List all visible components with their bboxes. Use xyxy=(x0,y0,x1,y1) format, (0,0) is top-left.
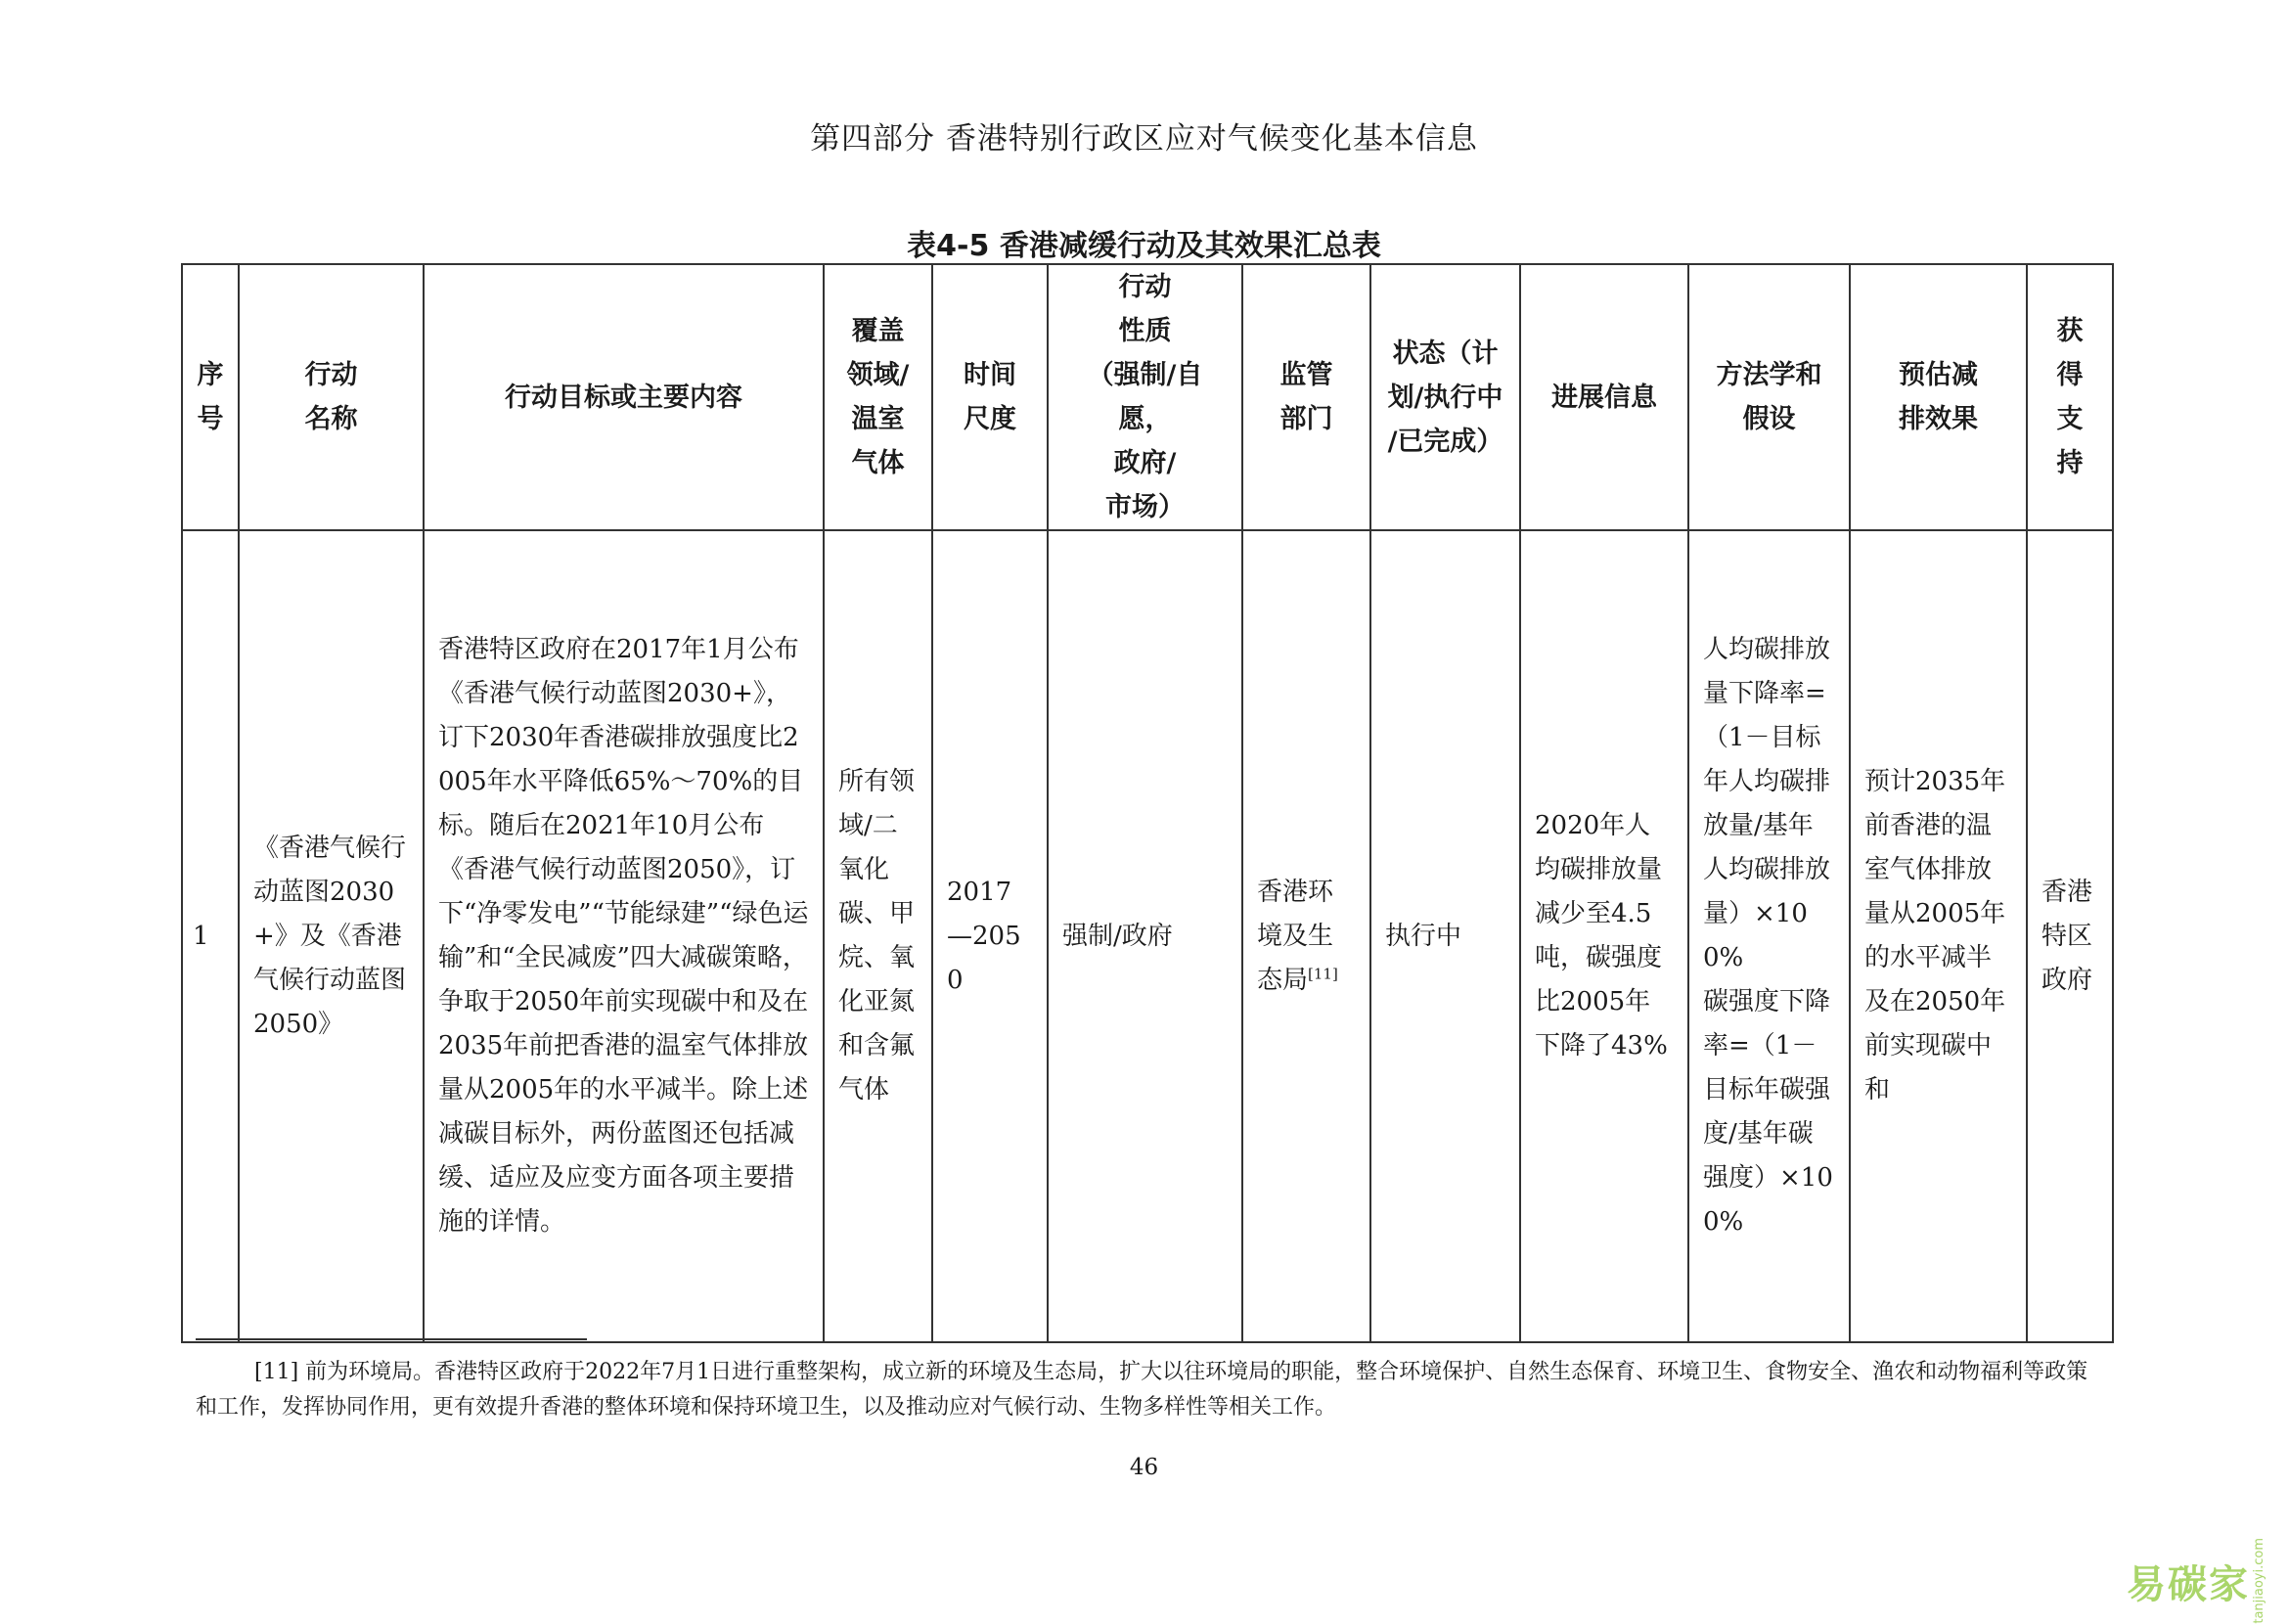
cell-methodology: 人均碳排放量下降率=（1－目标年人均碳排放量/基年人均碳排放量）×100% 碳强度下降率=（1－目标年碳强度/基年碳强度）×100% xyxy=(1688,530,1850,1342)
watermark xyxy=(2127,1538,2266,1624)
watermark-domain: tanjiaoyi.com xyxy=(2252,1538,2266,1624)
table-title: 表4-5 香港减缓行动及其效果汇总表 xyxy=(907,229,1381,263)
mitigation-actions-table xyxy=(181,263,2114,1343)
col-header-methodology: 方法学和 假设 xyxy=(1688,264,1850,530)
table-header-row xyxy=(182,264,2113,530)
cell-progress: 2020年人均碳排放量减少至4.5吨，碳强度比2005年下降了43% xyxy=(1520,530,1688,1342)
col-header-seq: 序 号 xyxy=(182,264,239,530)
footnote: [11] 前为环境局。香港特区政府于2022年7月1日进行重整架构，成立新的环境及生态局，扩大以往环境局的职能，整合环境保护、自然生态保育、环境卫生、食物安全、渔农和动物福利等政策和工作，发挥协同作用，更有效提升香港的整体环境和保持环境卫生，以及推动应对气候行动、生物多样性等相关工作。 xyxy=(196,1360,2088,1420)
page-number: 46 xyxy=(1129,1455,1159,1480)
cell-status: 执行中 xyxy=(1370,530,1520,1342)
cell-seq: 1 xyxy=(182,530,239,1342)
col-header-support: 获 得 支 持 xyxy=(2027,264,2113,530)
watermark-logo-text: 易碳家 xyxy=(2127,1561,2250,1607)
col-header-timescale: 时间 尺度 xyxy=(932,264,1048,530)
col-header-nature: 行动 性质 （强制/自愿， 政府/ 市场） xyxy=(1048,264,1242,530)
col-header-action-name: 行动 名称 xyxy=(239,264,424,530)
col-header-coverage: 覆盖 领域/ 温室 气体 xyxy=(824,264,932,530)
col-header-authority: 监管 部门 xyxy=(1242,264,1370,530)
cell-support: 香港特区政府 xyxy=(2027,530,2113,1342)
cell-action-name: 《香港气候行动蓝图2030+》及《香港气候行动蓝图2050》 xyxy=(239,530,424,1342)
footnote-ref: [11] xyxy=(1308,964,1338,982)
table-row xyxy=(182,530,2113,1342)
cell-content: 香港特区政府在2017年1月公布《香港气候行动蓝图2030+》，订下2030年香港碳排放强度比2005年水平降低65%～70%的目标。随后在2021年10月公布《香港气候行动蓝图2050》，订下“净零发电”“节能绿建”“绿色运输”和“全民减废”四大减碳策略，争取于2050年前实现碳中和及在2035年前把香港的温室气体排放量从2005年的水平减半。除上述减碳目标外，两份蓝图还包括减缓、适应及应变方面各项主要措施的详情。 xyxy=(424,530,824,1342)
cell-coverage: 所有领域/二氧化碳、甲烷、氧化亚氮和含氟气体 xyxy=(824,530,932,1342)
footnote-divider xyxy=(196,1338,587,1340)
cell-nature: 强制/政府 xyxy=(1048,530,1242,1342)
col-header-progress: 进展信息 xyxy=(1520,264,1688,530)
cell-estimated-effect: 预计2035年前香港的温室气体排放量从2005年的水平减半及在2050年前实现碳中和 xyxy=(1850,530,2027,1342)
cell-timescale: 2017—2050 xyxy=(932,530,1048,1342)
page-header: 第四部分 香港特别行政区应对气候变化基本信息 xyxy=(810,121,1478,157)
col-header-content: 行动目标或主要内容 xyxy=(424,264,824,530)
col-header-estimated-effect: 预估减 排效果 xyxy=(1850,264,2027,530)
col-header-status: 状态（计 划/执行中 /已完成） xyxy=(1370,264,1520,530)
cell-authority: 香港环境及生态局[11] xyxy=(1242,530,1370,1342)
